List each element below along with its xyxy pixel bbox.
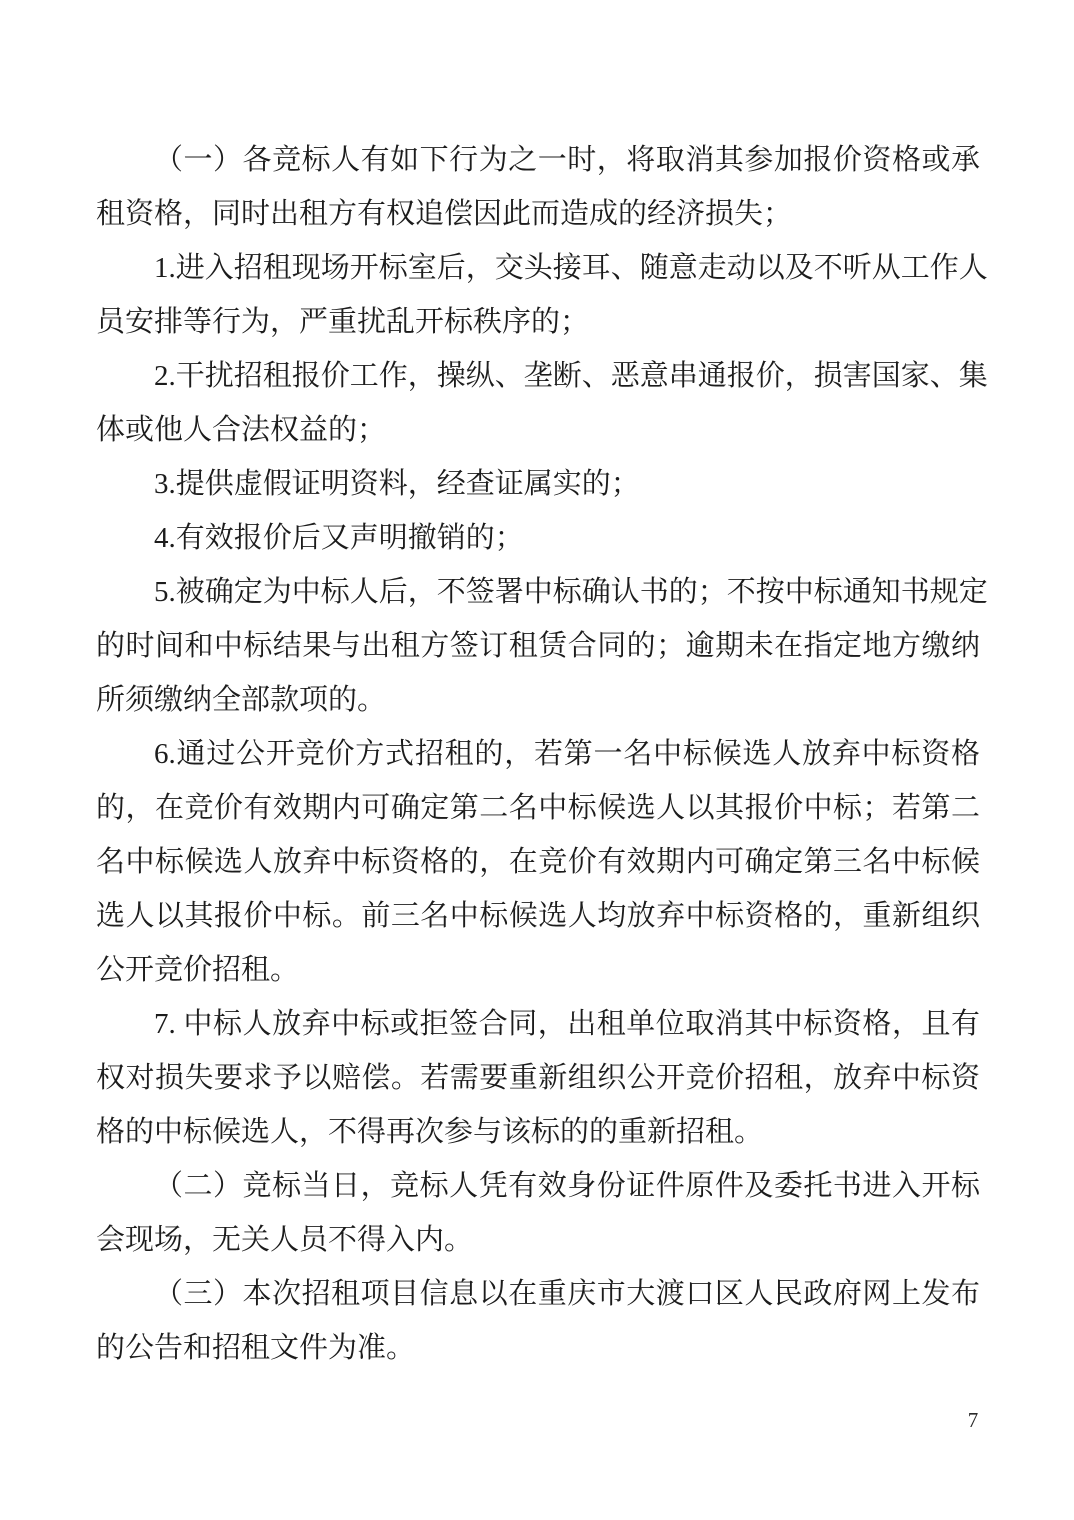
text-line: 5.被确定为中标人后，不签署中标确认书的；不按中标通知书规定: [154, 576, 988, 608]
text-line: 6.通过公开竞价方式招租的，若第一名中标候选人放弃中标资格: [154, 738, 980, 770]
text-line: （二）竞标当日，竞标人凭有效身份证件原件及委托书进入开标: [154, 1170, 980, 1202]
text-line: 的时间和中标结果与出租方签订租赁合同的；逾期未在指定地方缴纳: [96, 630, 980, 662]
text-line: 公开竞价招租。: [96, 954, 300, 986]
text-line: 7. 中标人放弃中标或拒签合同，出租单位取消其中标资格，且有: [154, 1008, 980, 1040]
text-line: 所须缴纳全部款项的。: [96, 684, 387, 716]
text-line: （三）本次招租项目信息以在重庆市大渡口区人民政府网上发布: [154, 1278, 980, 1310]
text-line: 会现场，无关人员不得入内。: [96, 1224, 474, 1256]
page-number: 7: [967, 1408, 979, 1432]
text-line: 选人以其报价中标。前三名中标候选人均放弃中标资格的，重新组织: [96, 900, 980, 932]
text-line: 名中标候选人放弃中标资格的，在竞价有效期内可确定第三名中标候: [96, 846, 980, 878]
text-line: 2.干扰招租报价工作，操纵、垄断、恶意串通报价，损害国家、集: [154, 360, 988, 392]
text-line: 体或他人合法权益的；: [96, 414, 387, 446]
text-line: 格的中标候选人，不得再次参与该标的的重新招租。: [96, 1116, 764, 1148]
text-line: 4.有效报价后又声明撤销的；: [154, 522, 524, 554]
text-line: 1.进入招租现场开标室后，交头接耳、随意走动以及不听从工作人: [154, 252, 988, 284]
text-block: [96, 133, 988, 1375]
text-line: 的，在竞价有效期内可确定第二名中标候选人以其报价中标；若第二: [96, 792, 980, 824]
text-line: 租资格，同时出租方有权追偿因此而造成的经济损失；: [96, 198, 793, 230]
text-line: 3.提供虚假证明资料，经查证属实的；: [154, 468, 640, 500]
text-line: 的公告和招租文件为准。: [96, 1332, 416, 1364]
text-line: 权对损失要求予以赔偿。若需要重新组织公开竞价招租，放弃中标资: [96, 1062, 980, 1094]
text-line: 员安排等行为，严重扰乱开标秩序的；: [96, 306, 590, 338]
text-line: （一）各竞标人有如下行为之一时，将取消其参加报价资格或承: [154, 144, 980, 176]
